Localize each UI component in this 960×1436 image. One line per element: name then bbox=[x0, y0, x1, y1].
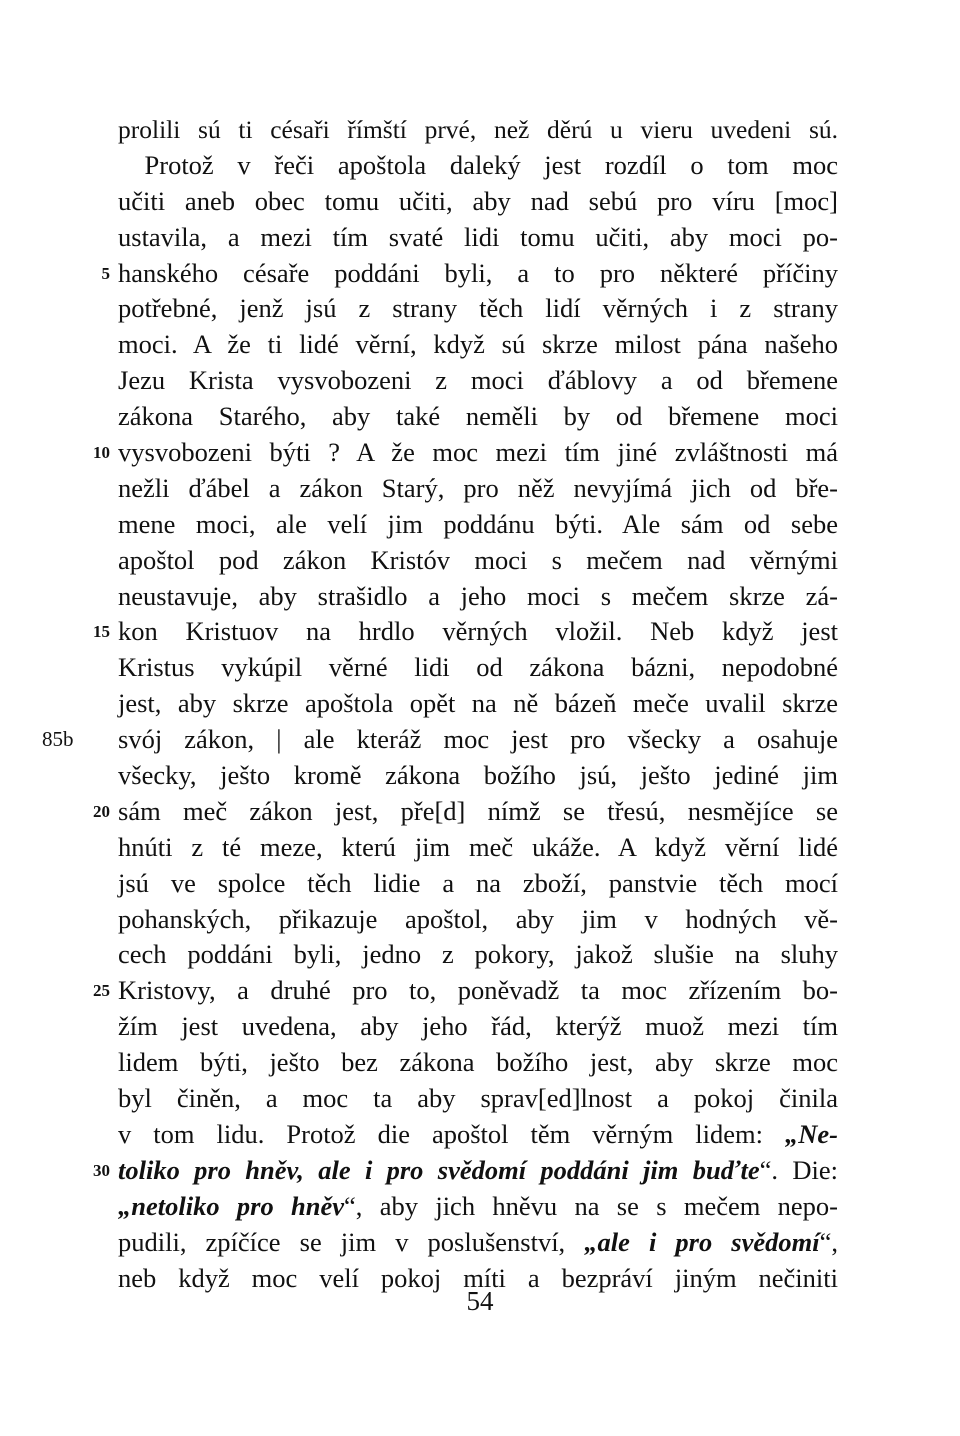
italic-quote: „netoliko pro hněv bbox=[118, 1190, 345, 1221]
text-line bbox=[118, 291, 838, 327]
text-segment: svój zákon, | ale kteráž moc jest pro všecky a osahuje bbox=[118, 724, 838, 755]
text-segment: pohanských, přikazuje apoštol, aby jim v hodných vě- bbox=[118, 903, 838, 934]
text-line bbox=[118, 363, 838, 399]
text-segment: potřebné, jenž jsú z strany těch lidí věrných i z strany bbox=[118, 293, 838, 324]
text-segment: mene moci, ale velí jim poddánu býti. Ale sám od sebe bbox=[118, 508, 838, 539]
line-number: 30 bbox=[93, 1160, 110, 1180]
text-segment: neustavuje, aby strašidlo a jeho moci s mečem skrze zá- bbox=[118, 580, 838, 611]
line-number: 5 bbox=[101, 263, 110, 283]
italic-quote: „ale i pro svědomí bbox=[584, 1226, 820, 1257]
line-number: 15 bbox=[93, 622, 110, 642]
text-segment: jsú ve spolce těch lidie a na zboží, panstvie těch mocí bbox=[118, 867, 838, 898]
text-segment: v tom lidu. Protož die apoštol těm věrným lidem: bbox=[118, 1118, 786, 1149]
text-line bbox=[118, 1117, 838, 1153]
text-line bbox=[118, 902, 838, 938]
text-line bbox=[118, 399, 838, 435]
text-segment: hanského césaře poddáni byli, a to pro některé příčiny bbox=[118, 257, 838, 288]
text-line bbox=[42, 722, 838, 758]
italic-quote: toliko pro hněv, ale i pro svědomí poddáni jim buďte bbox=[118, 1154, 760, 1185]
line-number: 25 bbox=[93, 981, 110, 1001]
text-segment: cech poddáni byli, jedno z pokory, jakož slušie na sluhy bbox=[118, 939, 838, 970]
text-segment: apoštol pod zákon Kristóv moci s mečem nad věrnými bbox=[118, 544, 838, 575]
text-segment: pudili, zpíčíce se jim v poslušenství, bbox=[118, 1226, 585, 1257]
text-line bbox=[93, 614, 838, 650]
text-line bbox=[101, 256, 838, 292]
body-text bbox=[42, 112, 839, 1296]
text-line bbox=[118, 1225, 838, 1261]
text-line bbox=[118, 148, 838, 184]
text-segment: nežli ďábel a zákon Starý, pro něž nevyjímá jich od bře- bbox=[118, 472, 838, 503]
page-number: 54 bbox=[466, 1286, 494, 1316]
text-line bbox=[118, 650, 838, 686]
text-segment: učiti aneb obec tomu učiti, aby nad sebú pro víru [moc] bbox=[118, 185, 838, 216]
text-line bbox=[93, 435, 838, 471]
text-segment: žím jest uvedena, aby jeho řád, kterýž muož mezi tím bbox=[118, 1011, 838, 1042]
text-line bbox=[118, 471, 838, 507]
text-line bbox=[93, 1153, 839, 1189]
text-segment: vysvobozeni býti ? A že moc mezi tím jiné zvláštnosti má bbox=[118, 437, 838, 468]
italic-quote: „Ne- bbox=[785, 1118, 838, 1149]
text-segment: Kristus vykúpil věrné lidi od zákona bázni, nepodobné bbox=[118, 652, 838, 683]
folio-marker: 85b bbox=[42, 727, 74, 752]
text-line bbox=[118, 686, 838, 722]
text-segment: prolili sú ti césaři římští prvé, než děrú u vieru uvedeni sú. bbox=[118, 115, 838, 144]
text-segment: hnúti z té meze, kterú jim meč ukáže. A když věrní lidé bbox=[118, 831, 838, 862]
text-line bbox=[93, 794, 838, 830]
text-line bbox=[118, 866, 838, 902]
text-segment: Jezu Krista vysvobozeni z moci ďáblovy a od břemene bbox=[118, 365, 838, 396]
text-line bbox=[118, 543, 838, 579]
text-segment: “, aby jich hněvu na se s mečem nepo- bbox=[344, 1190, 838, 1221]
text-line bbox=[118, 184, 838, 220]
text-segment: sám meč zákon jest, pře[d] nímž se třesú, nesmějíce se bbox=[118, 795, 838, 826]
text-line bbox=[118, 220, 838, 256]
line-number: 20 bbox=[93, 801, 110, 821]
text-line bbox=[118, 1009, 838, 1045]
text-segment: moci. A že ti lidé věrní, když sú skrze milost pána našeho bbox=[118, 329, 838, 360]
text-segment: “. Die: bbox=[759, 1154, 839, 1185]
text-segment: Kristovy, a druhé pro to, poněvadž ta moc zřízením bo- bbox=[118, 975, 838, 1006]
text-segment: neb když moc velí pokoj míti a bezpráví jiným nečiniti bbox=[118, 1262, 838, 1293]
text-segment: kon Kristuov na hrdlo věrných vložil. Neb když jest bbox=[118, 616, 838, 647]
text-line bbox=[118, 327, 838, 363]
line-number: 10 bbox=[93, 443, 110, 463]
text-line bbox=[118, 937, 838, 973]
text-segment: Protož v řeči apoštola daleký jest rozdíl o tom moc bbox=[118, 149, 838, 180]
text-line bbox=[118, 579, 838, 615]
text-segment: lidem býti, ješto bez zákona božího jest, aby skrze moc bbox=[118, 1047, 838, 1078]
text-segment: “, bbox=[819, 1226, 838, 1257]
text-segment: jest, aby skrze apoštola opět na ně bázeň meče uvalil skrze bbox=[118, 688, 838, 719]
text-line bbox=[118, 758, 838, 794]
text-line bbox=[118, 507, 838, 543]
text-line bbox=[118, 112, 838, 148]
text-line bbox=[118, 1045, 838, 1081]
text-line bbox=[93, 973, 838, 1009]
text-line bbox=[118, 830, 838, 866]
text-segment: zákona Starého, aby také neměli by od břemene moci bbox=[118, 401, 838, 432]
text-segment: všecky, ješto kromě zákona božího jsú, ješto jediné jim bbox=[118, 760, 838, 791]
text-segment: byl činěn, a moc ta aby sprav[ed]lnost a pokoj činila bbox=[118, 1083, 838, 1114]
text-line bbox=[118, 1081, 838, 1117]
text-segment: ustavila, a mezi tím svaté lidi tomu učiti, aby moci po- bbox=[118, 221, 838, 252]
text-line bbox=[118, 1189, 838, 1225]
